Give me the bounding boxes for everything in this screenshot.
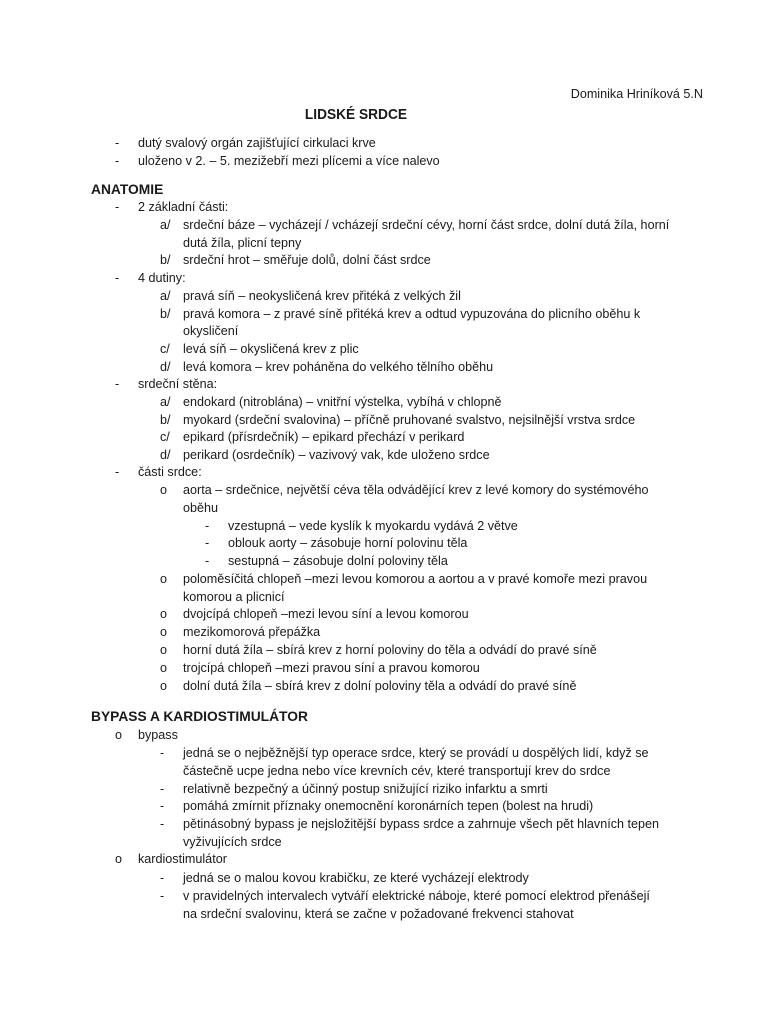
list-item-continuation: dutá žíla, plicní tepny [183,236,302,250]
list-marker: a/ [160,289,171,303]
sub-list-item: sestupná – zásobuje dolní poloviny těla [228,554,448,568]
bullet-dash: - [115,200,120,214]
bullet-dash: - [205,554,210,568]
list-label: srdeční stěna: [138,377,218,391]
intro-item: dutý svalový orgán zajišťující cirkulaci krve [138,136,376,150]
list-item: pravá síň – neokysličená krev přitéká z velkých žil [183,289,461,303]
bullet-circle: o [160,483,168,497]
list-item: srdeční báze – vycházejí / vcházejí srdeční cévy, horní část srdce, dolní dutá žíla, horní [183,218,670,232]
list-marker: c/ [160,342,170,356]
bullet-circle: o [160,679,168,693]
bullet-dash: - [115,271,120,285]
bullet-dash: - [205,519,210,533]
list-item: myokard (srdeční svalovina) – příčně pruhované svalstvo, nejsilnější vrstva srdce [183,413,636,427]
list-item: dolní dutá žíla – sbírá krev z dolní poloviny těla a odvádí do pravé síně [183,679,577,693]
list-item: horní dutá žíla – sbírá krev z horní poloviny do těla a odvádí do pravé síně [183,643,597,657]
bullet-dash: - [160,817,165,831]
bullet-dash: - [160,871,165,885]
sub-list-item: vzestupná – vede kyslík k myokardu vydává 2 větve [228,519,518,533]
list-marker: b/ [160,253,171,267]
bullet-dash: - [160,782,165,796]
list-marker: a/ [160,218,171,232]
list-item: endokard (nitroblána) – vnitřní výstelka, vybíhá v chlopně [183,395,502,409]
list-marker: c/ [160,430,170,444]
bullet-circle: o [160,607,168,621]
bullet-dash: - [160,746,165,760]
list-item: aorta – srdečnice, největší céva těla odvádějící krev z levé komory do systémového [183,483,649,497]
author-name: Dominika Hriníková 5.N [570,87,703,101]
bullet-dash: - [115,136,120,150]
intro-item: uloženo v 2. – 5. mezižebří mezi plícemi a více nalevo [138,154,440,168]
list-item: trojcípá chlopeň –mezi pravou síní a pravou komorou [183,661,480,675]
list-marker: a/ [160,395,171,409]
bullet-dash: - [115,465,120,479]
list-marker: b/ [160,307,171,321]
page-title: LIDSKÉ SRDCE [304,107,408,123]
list-label: bypass [138,728,178,742]
list-marker: d/ [160,448,171,462]
list-item: dvojcípá chlopeň –mezi levou síní a levou komorou [183,607,469,621]
list-label: části srdce: [138,465,202,479]
bullet-dash: - [205,536,210,550]
list-item-continuation: komorou a plicnicí [183,590,285,604]
bullet-circle: o [160,643,168,657]
bullet-dash: - [115,154,120,168]
list-item: mezikomorová přepážka [183,625,321,639]
bullet-circle: o [115,852,123,866]
list-item: poloměsíčitá chlopeň –mezi levou komorou a aortou a v pravé komoře mezi pravou [183,572,648,586]
list-item: pětinásobný bypass je nejsložitější bypass srdce a zahrnuje všech pět hlavních tepen [183,817,660,831]
bullet-circle: o [160,661,168,675]
bullet-circle: o [160,625,168,639]
list-item: v pravidelných intervalech vytváří elektrické náboje, které pomocí elektrod přenášejí [183,889,650,903]
sub-list-item: oblouk aorty – zásobuje horní polovinu těla [228,536,468,550]
bullet-dash: - [160,799,165,813]
bullet-dash: - [160,889,165,903]
bullet-dash: - [115,377,120,391]
list-item-continuation: okysličení [183,324,239,338]
list-item: epikard (přísrdečník) – epikard přechází v perikard [183,430,465,444]
list-item: relativně bezpečný a účinný postup snižující riziko infarktu a smrti [183,782,548,796]
list-item: jedná se o malou kovou krabičku, ze které vycházejí elektrody [183,871,529,885]
list-item-continuation: oběhu [183,501,219,515]
list-item: levá síň – okysličená krev z plic [183,342,359,356]
bullet-circle: o [115,728,123,742]
section-heading-anatomy: ANATOMIE [91,182,164,197]
list-item: pomáhá zmírnit příznaky onemocnění koronárních tepen (bolest na hrudi) [183,799,594,813]
list-item: levá komora – krev poháněna do velkého tělního oběhu [183,360,494,374]
list-item: srdeční hrot – směřuje dolů, dolní část srdce [183,253,431,267]
list-label: kardiostimulátor [138,852,227,866]
list-item: perikard (osrdečník) – vazivový vak, kde uloženo srdce [183,448,490,462]
list-item-continuation: částečně ucpe jedna nebo více krevních cév, které transportují krev do srdce [183,764,611,778]
list-item: pravá komora – z pravé síně přitéká krev a odtud vypuzována do plicního oběhu k [183,307,641,321]
list-item-continuation: na srdeční svalovinu, která se začne v požadované frekvenci stahovat [183,907,574,921]
list-item: jedná se o nejběžnější typ operace srdce, který se provádí u dospělých lidí, když se [183,746,649,760]
bullet-circle: o [160,572,168,586]
list-label: 2 základní části: [138,200,229,214]
list-label: 4 dutiny: [138,271,186,285]
list-marker: d/ [160,360,171,374]
section-heading-bypass: BYPASS A KARDIOSTIMULÁTOR [91,709,308,724]
list-item-continuation: vyživujících srdce [183,835,282,849]
list-marker: b/ [160,413,171,427]
